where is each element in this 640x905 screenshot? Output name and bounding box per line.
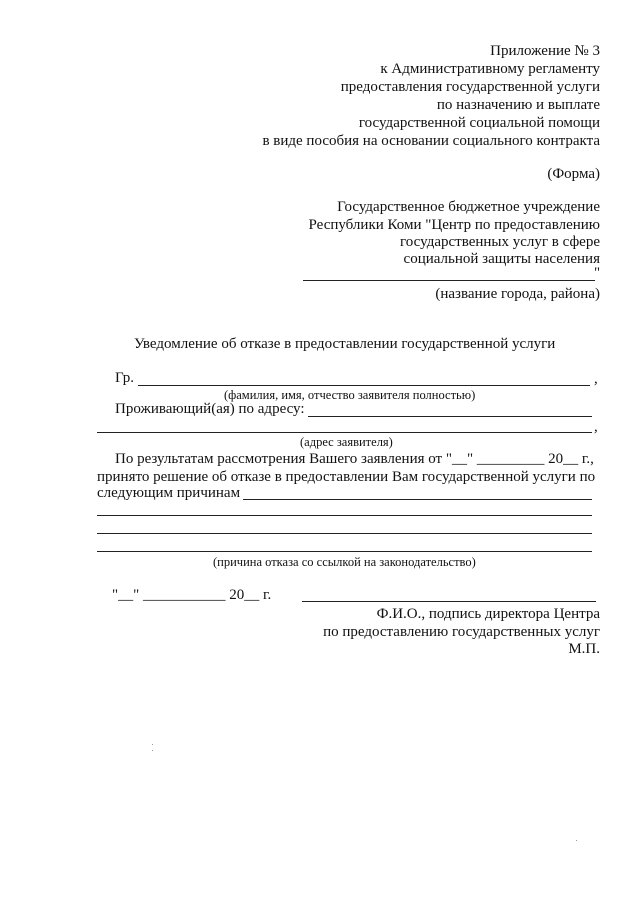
fio-blank-line: [138, 385, 590, 386]
stamp-label: М.П.: [568, 641, 600, 657]
signature-date: "__" ___________ 20__ г.: [112, 587, 272, 603]
addressee-line-3: государственных услуг в сфере: [400, 234, 600, 250]
reason-caption: (причина отказа со ссылкой на законодательство): [213, 555, 476, 569]
notice-title: Уведомление об отказе в предоставлении государственной услуги: [134, 336, 556, 352]
gr-label: Гр.: [115, 370, 134, 386]
appendix-line-6: в виде пособия на основании социального контракта: [262, 133, 600, 149]
address-blank-line-2: [97, 432, 592, 433]
appendix-line-2: к Административному регламенту: [380, 61, 600, 77]
appendix-line-3: предоставления государственной услуги: [340, 79, 600, 95]
appendix-line-1: Приложение № 3: [490, 43, 600, 59]
signature-blank-line: [302, 601, 596, 602]
city-blank-line: [303, 280, 595, 281]
reason-blank-line-4: [97, 551, 592, 552]
address-comma: ,: [594, 419, 598, 435]
paragraph-line-3: следующим причинам: [97, 485, 241, 501]
address-caption: (адрес заявителя): [300, 435, 393, 449]
addressee-line-1: Государственное бюджетное учреждение: [337, 199, 600, 215]
director-fio-line: Ф.И.О., подпись директора Центра: [376, 606, 600, 622]
fio-caption: (фамилия, имя, отчество заявителя полностью): [224, 388, 476, 402]
reason-blank-line-1: [243, 499, 592, 500]
fio-comma: ,: [594, 371, 598, 387]
city-caption: (название города, района): [435, 286, 600, 302]
addressee-line-2: Республики Коми "Центр по предоставлению: [308, 217, 600, 233]
closing-quote: ": [594, 265, 601, 281]
appendix-line-4: по назначению и выплате: [436, 97, 600, 113]
scan-speck: [152, 750, 153, 751]
form-label: (Форма): [547, 166, 600, 182]
scan-speck: [576, 840, 577, 841]
reason-blank-line-2: [97, 515, 592, 516]
address-label: Проживающий(ая) по адресу:: [115, 401, 305, 417]
addressee-line-4: социальной защиты населения: [403, 251, 600, 267]
scan-speck: [152, 744, 153, 745]
provider-line: по предоставлению государственных услуг: [323, 624, 600, 640]
address-blank-line-1: [308, 416, 592, 417]
paragraph-line-1: По результатам рассмотрения Вашего заявления от "__" _________ 20__ г.,: [115, 451, 594, 467]
reason-blank-line-3: [97, 533, 592, 534]
paragraph-line-2: принято решение об отказе в предоставлении Вам государственной услуги по: [97, 469, 596, 485]
appendix-line-5: государственной социальной помощи: [358, 115, 600, 131]
